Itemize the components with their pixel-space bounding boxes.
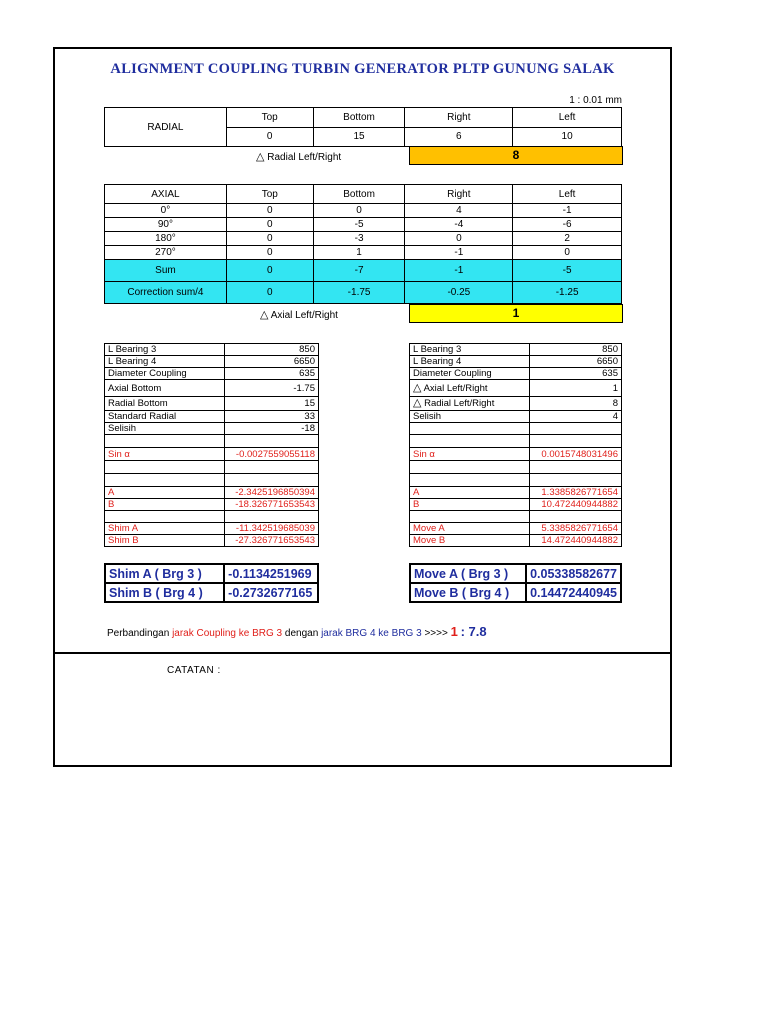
axial-cell: 0	[226, 232, 313, 246]
shim-result-table	[104, 563, 319, 603]
sin-alpha-label: Sin α	[105, 448, 225, 461]
radial-value-left: 10	[513, 127, 622, 147]
axial-cell: -6	[513, 218, 622, 232]
ratio-text: Perbandingan	[107, 628, 170, 639]
ratio-text: dengan	[284, 628, 319, 639]
calc-empty	[410, 435, 530, 448]
axial-sum-row	[105, 260, 622, 282]
a-value: -2.3425196850394	[225, 487, 319, 499]
shim-b-brg4-value: -0.2732677165	[224, 583, 318, 602]
calc-label: Diameter Coupling	[105, 368, 225, 380]
radial-value-top: 0	[226, 127, 313, 147]
calc-row	[105, 344, 319, 356]
calc-row-sin	[105, 448, 319, 461]
calc-empty	[530, 461, 622, 474]
calc-row	[410, 368, 622, 380]
axial-delta-text: Axial Left/Right	[270, 310, 338, 321]
radial-delta-value	[409, 146, 623, 165]
calc-label-text: Radial Left/Right	[424, 398, 495, 409]
calc-row-empty	[410, 461, 622, 474]
axial-cell: -4	[405, 218, 513, 232]
calc-label	[410, 380, 530, 397]
calc-row-move-b	[410, 535, 622, 547]
axial-delta-number: 1	[512, 306, 520, 320]
calc-empty	[225, 461, 319, 474]
calc-empty	[410, 423, 530, 435]
notes-divider	[53, 652, 672, 654]
delta-icon: △	[413, 397, 422, 409]
ratio-arrows: >>>>	[424, 628, 448, 639]
ratio-bearing-distance: jarak BRG 4 ke BRG 3	[321, 628, 422, 639]
calc-row	[410, 356, 622, 368]
move-a-value: 5.3385826771654	[530, 523, 622, 535]
shim-result-row-a	[105, 564, 318, 583]
radial-delta-number: 8	[512, 148, 520, 162]
move-a-brg3-label: Move A ( Brg 3 )	[410, 564, 526, 583]
axial-row-90	[105, 218, 622, 232]
axial-angle: 90°	[105, 218, 227, 232]
scale-label: 1 : 0.01 mm	[569, 95, 622, 106]
calc-row-a	[410, 487, 622, 499]
calc-row	[105, 397, 319, 411]
calc-empty	[225, 474, 319, 487]
calc-label: L Bearing 3	[410, 344, 530, 356]
axial-cell: 0	[313, 204, 405, 218]
move-a-brg3-value: 0.05338582677	[526, 564, 621, 583]
b-label: B	[410, 499, 530, 511]
axial-cell: 0	[513, 246, 622, 260]
calc-label-text: Axial Left/Right	[423, 382, 488, 394]
calc-row	[105, 411, 319, 423]
move-result-table	[409, 563, 622, 603]
calc-row	[410, 397, 622, 411]
axial-delta-value	[409, 304, 623, 323]
move-b-label: Move B	[410, 535, 530, 547]
calc-row-move-a	[410, 523, 622, 535]
calc-empty	[410, 474, 530, 487]
calc-row-a	[105, 487, 319, 499]
sin-alpha-value: 0.0015748031496	[530, 448, 622, 461]
calc-label: L Bearing 4	[410, 356, 530, 368]
radial-value-bottom: 15	[313, 127, 405, 147]
axial-correction-label: Correction sum/4	[105, 282, 227, 304]
calc-row	[105, 380, 319, 397]
axial-sum-cell: -7	[313, 260, 405, 282]
axial-row-0	[105, 204, 622, 218]
shim-a-label: Shim A	[105, 523, 225, 535]
shim-result-row-b	[105, 583, 318, 602]
radial-header-bottom: Bottom	[313, 108, 405, 128]
calc-empty	[530, 435, 622, 448]
calc-row-empty	[410, 474, 622, 487]
ratio-value: : 7.8	[460, 624, 487, 639]
move-b-brg4-label: Move B ( Brg 4 )	[410, 583, 526, 602]
radial-value-right: 6	[405, 127, 513, 147]
calc-row-empty	[410, 511, 622, 523]
axial-cell: 0	[226, 204, 313, 218]
radial-table	[104, 107, 622, 147]
axial-cell: 0	[226, 246, 313, 260]
axial-angle: 270°	[105, 246, 227, 260]
sin-alpha-value: -0.0027559055118	[225, 448, 319, 461]
radial-header-left: Left	[513, 108, 622, 128]
calc-label: Selisih	[105, 423, 225, 435]
axial-cell: 1	[313, 246, 405, 260]
calc-label: L Bearing 3	[105, 344, 225, 356]
notes-label: CATATAN :	[167, 665, 221, 676]
axial-sum-cell: -5	[513, 260, 622, 282]
axial-cell: 0	[405, 232, 513, 246]
axial-angle: 0°	[105, 204, 227, 218]
axial-row-180	[105, 232, 622, 246]
axial-cell: -1	[405, 246, 513, 260]
axial-row-270	[105, 246, 622, 260]
calc-value: 850	[530, 344, 622, 356]
move-calc-table	[409, 343, 622, 547]
axial-sum-label: Sum	[105, 260, 227, 282]
calc-empty	[225, 435, 319, 448]
calc-value: 635	[530, 368, 622, 380]
move-a-label: Move A	[410, 523, 530, 535]
axial-correction-cell: 0	[226, 282, 313, 304]
shim-a-brg3-value: -0.1134251969	[224, 564, 318, 583]
delta-icon: △	[413, 381, 422, 394]
calc-label: Diameter Coupling	[410, 368, 530, 380]
calc-label: L Bearing 4	[105, 356, 225, 368]
ratio-line	[107, 624, 487, 639]
calc-row-empty	[410, 423, 622, 435]
delta-icon: △	[256, 151, 265, 163]
axial-correction-cell: -1.25	[513, 282, 622, 304]
shim-b-brg4-label: Shim B ( Brg 4 )	[105, 583, 224, 602]
axial-angle: 180°	[105, 232, 227, 246]
a-label: A	[105, 487, 225, 499]
calc-row	[105, 423, 319, 435]
calc-value: 6650	[530, 356, 622, 368]
calc-empty	[410, 461, 530, 474]
shim-b-label: Shim B	[105, 535, 225, 547]
axial-sum-cell: 0	[226, 260, 313, 282]
delta-icon: △	[260, 309, 269, 321]
calc-row-empty	[105, 461, 319, 474]
a-label: A	[410, 487, 530, 499]
axial-cell: -1	[513, 204, 622, 218]
axial-correction-row	[105, 282, 622, 304]
calc-row-b	[410, 499, 622, 511]
shim-calc-table	[104, 343, 319, 547]
calc-label: Standard Radial	[105, 411, 225, 423]
b-label: B	[105, 499, 225, 511]
calc-row-empty	[105, 511, 319, 523]
ratio-one: 1	[450, 624, 458, 639]
radial-header-right: Right	[405, 108, 513, 128]
axial-header-left: Left	[513, 185, 622, 204]
calc-value: 850	[225, 344, 319, 356]
axial-header-top: Top	[226, 185, 313, 204]
calc-empty	[410, 511, 530, 523]
calc-value: 33	[225, 411, 319, 423]
radial-header-top: Top	[226, 108, 313, 128]
axial-cell: 2	[513, 232, 622, 246]
calc-empty	[105, 511, 225, 523]
page-title: ALIGNMENT COUPLING TURBIN GENERATOR PLTP GUNUNG SALAK	[110, 61, 615, 77]
calc-label: Radial Bottom	[105, 397, 225, 411]
axial-label: AXIAL	[105, 185, 227, 204]
sin-alpha-label: Sin α	[410, 448, 530, 461]
move-result-row-b	[410, 583, 621, 602]
calc-value: 6650	[225, 356, 319, 368]
calc-empty	[530, 423, 622, 435]
calc-label	[410, 397, 530, 411]
calc-row-shim-a	[105, 523, 319, 535]
radial-delta-text: Radial Left/Right	[267, 152, 342, 163]
shim-b-value: -27.326771653543	[225, 535, 319, 547]
axial-table	[104, 184, 622, 304]
move-b-brg4-value: 0.14472440945	[526, 583, 621, 602]
calc-value: 635	[225, 368, 319, 380]
axial-delta-label	[260, 308, 338, 321]
axial-header-bottom: Bottom	[313, 185, 405, 204]
calc-value: 4	[530, 411, 622, 423]
ratio-coupling-distance: jarak Coupling ke BRG 3	[172, 628, 283, 639]
b-value: 10.472440944882	[530, 499, 622, 511]
calc-value: 8	[530, 397, 622, 411]
axial-header-right: Right	[405, 185, 513, 204]
calc-row	[105, 356, 319, 368]
calc-row-empty	[105, 435, 319, 448]
calc-row	[410, 344, 622, 356]
calc-value: 1	[530, 380, 622, 397]
move-b-value: 14.472440944882	[530, 535, 622, 547]
radial-delta-label	[256, 150, 341, 163]
calc-row-empty	[410, 435, 622, 448]
b-value: -18.326771653543	[225, 499, 319, 511]
calc-row-empty	[105, 474, 319, 487]
calc-value: -1.75	[225, 380, 319, 397]
axial-cell: 0	[226, 218, 313, 232]
shim-a-value: -11.342519685039	[225, 523, 319, 535]
calc-value: -18	[225, 423, 319, 435]
calc-empty	[530, 474, 622, 487]
calc-value: 15	[225, 397, 319, 411]
axial-cell: -5	[313, 218, 405, 232]
shim-a-brg3-label: Shim A ( Brg 3 )	[105, 564, 224, 583]
axial-cell: 4	[405, 204, 513, 218]
axial-cell: -3	[313, 232, 405, 246]
calc-row	[410, 411, 622, 423]
axial-correction-cell: -0.25	[405, 282, 513, 304]
calc-row-shim-b	[105, 535, 319, 547]
calc-empty	[105, 461, 225, 474]
calc-empty	[530, 511, 622, 523]
move-result-row-a	[410, 564, 621, 583]
calc-empty	[225, 511, 319, 523]
a-value: 1.3385826771654	[530, 487, 622, 499]
calc-row	[105, 368, 319, 380]
calc-row	[410, 380, 622, 397]
calc-empty	[105, 474, 225, 487]
calc-label: Selisih	[410, 411, 530, 423]
calc-label: Axial Bottom	[105, 380, 225, 397]
calc-row-sin	[410, 448, 622, 461]
calc-empty	[105, 435, 225, 448]
axial-sum-cell: -1	[405, 260, 513, 282]
radial-label: RADIAL	[105, 108, 227, 147]
axial-correction-cell: -1.75	[313, 282, 405, 304]
calc-row-b	[105, 499, 319, 511]
